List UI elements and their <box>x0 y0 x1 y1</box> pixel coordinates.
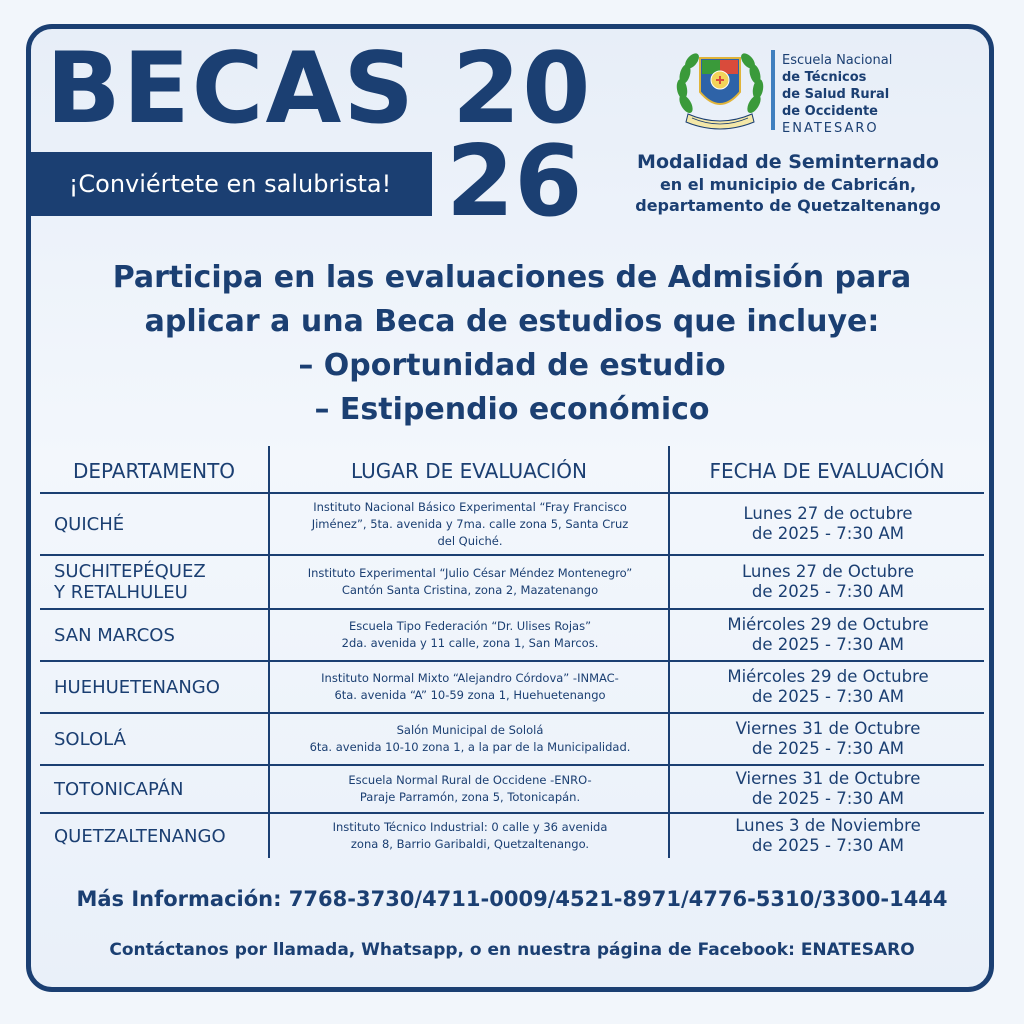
table-row <box>40 662 984 712</box>
laurel-shield-icon <box>672 44 768 134</box>
cell-lugar: Escuela Tipo Federación “Dr. Ulises Rojas” 2da. avenida y 11 calle, zona 1, San Marcos. <box>341 619 599 650</box>
cell-lugar: Instituto Nacional Básico Experimental “Fray Francisco Jiménez”, 5ta. avenida y 7ma. calle zona 5, Santa Cruz del Quiché. <box>311 499 629 548</box>
school-name <box>782 52 892 137</box>
evaluation-table <box>40 446 984 858</box>
cell-fecha: Lunes 27 de octubre de 2025 - 7:30 AM <box>743 504 913 543</box>
table-row <box>40 610 984 660</box>
table-row <box>40 766 984 812</box>
cell-fecha: Lunes 27 de Octubre de 2025 - 7:30 AM <box>742 562 914 601</box>
cell-lugar: Instituto Experimental “Julio César Méndez Montenegro” Cantón Santa Cristina, zona 2, Mazatenango <box>307 566 633 597</box>
slogan-banner: ¡Conviértete en salubrista! <box>28 152 432 216</box>
table-row <box>40 494 984 554</box>
intro-line2: aplicar a una Beca de estudios que incluye: <box>144 304 880 339</box>
cell-lugar: Instituto Normal Mixto “Alejandro Córdova” -INMAC- 6ta. avenida “A” 10-59 zona 1, Huehuetenango <box>321 671 619 702</box>
intro-line1: Participa en las evaluaciones de Admisión para <box>112 260 912 295</box>
cell-fecha: Lunes 3 de Noviembre de 2025 - 7:30 AM <box>735 816 921 855</box>
header-lugar: LUGAR DE EVALUACIÓN <box>350 459 587 483</box>
cell-lugar: Instituto Técnico Industrial: 0 calle y 36 avenida zona 8, Barrio Garibaldi, Quetzaltenango. <box>332 820 608 851</box>
intro-line3: – Oportunidad de estudio <box>298 348 726 383</box>
title-year-suffix: 26 <box>446 125 583 239</box>
intro-line4: – Estipendio económico <box>314 392 710 427</box>
cell-fecha: Miércoles 29 de Octubre de 2025 - 7:30 AM <box>727 667 929 706</box>
school-name-line2: de Técnicos <box>782 70 867 85</box>
header-departamento: DEPARTAMENTO <box>72 459 236 483</box>
cell-departamento: SAN MARCOS <box>54 624 175 646</box>
more-info-phones: Más Información: 7768-3730/4711-0009/4521-8971/4776-5310/3300-1444 <box>76 887 948 911</box>
cell-fecha: Viernes 31 de Octubre de 2025 - 7:30 AM <box>735 769 921 808</box>
cell-departamento: TOTONICAPÁN <box>54 778 184 800</box>
logo-divider <box>771 50 775 130</box>
cell-departamento: QUICHÉ <box>54 513 125 535</box>
modalidad-line1: Modalidad de Seminternado <box>637 151 939 173</box>
cell-fecha: Miércoles 29 de Octubre de 2025 - 7:30 AM <box>727 615 929 654</box>
school-name-line4: de Occidente <box>782 104 878 119</box>
cell-fecha: Viernes 31 de Octubre de 2025 - 7:30 AM <box>735 719 921 758</box>
table-row <box>40 556 984 608</box>
intro-text <box>32 256 992 432</box>
table-row <box>40 714 984 764</box>
modalidad-line2: en el municipio de Cabricán, <box>659 175 917 194</box>
school-abbreviation: ENATESARO <box>782 121 879 136</box>
cell-lugar: Escuela Normal Rural de Occidene -ENRO- Paraje Parramón, zona 5, Totonicapán. <box>348 773 592 804</box>
modalidad-block <box>592 150 984 216</box>
table-row <box>40 814 984 858</box>
contact-line: Contáctanos por llamada, Whatsapp, o en nuestra página de Facebook: ENATESARO <box>109 940 915 960</box>
cell-departamento: HUEHUETENANGO <box>54 676 220 698</box>
modalidad-line3: departamento de Quetzaltenango <box>635 196 941 215</box>
school-seal-logo <box>672 44 768 134</box>
cell-departamento: SUCHITEPÉQUEZ Y RETALHULEU <box>54 561 206 603</box>
school-name-line1: Escuela Nacional <box>782 53 893 68</box>
school-name-line3: de Salud Rural <box>782 87 890 102</box>
cell-lugar: Salón Municipal de Sololá 6ta. avenida 10-10 zona 1, a la par de la Municipalidad. <box>309 723 631 754</box>
cell-departamento: QUETZALTENANGO <box>54 825 226 847</box>
header-fecha: FECHA DE EVALUACIÓN <box>709 459 945 483</box>
cell-departamento: SOLOLÁ <box>54 728 126 750</box>
title-becas: BECAS 20 <box>46 32 593 146</box>
